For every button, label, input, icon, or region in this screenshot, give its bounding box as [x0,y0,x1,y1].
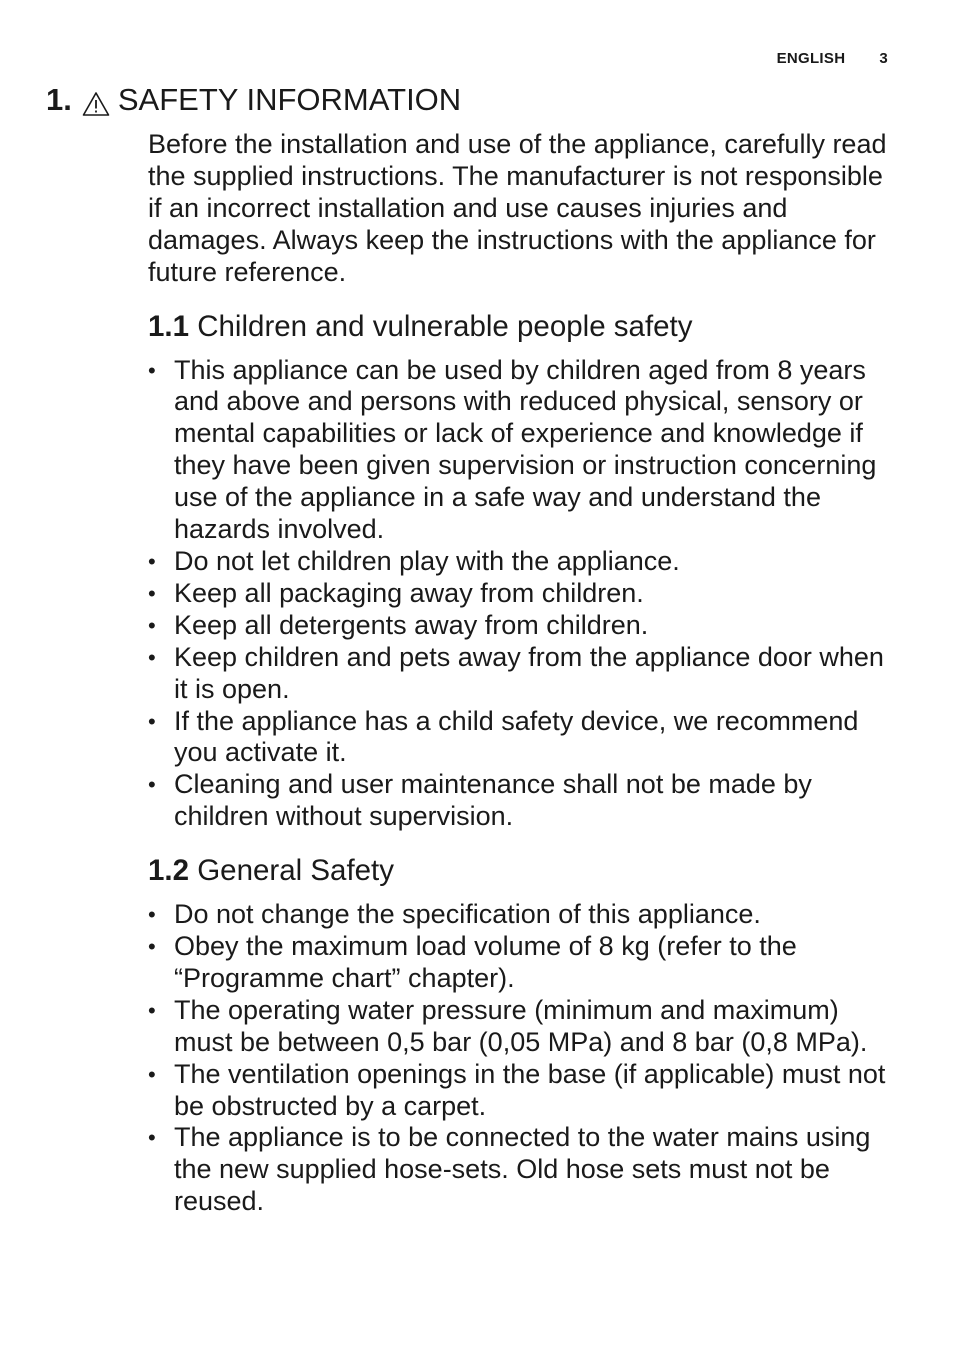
subsection-title: Children and vulnerable people safety [197,309,693,343]
subsection-heading-children [148,309,888,345]
subsection-heading-general [148,853,888,889]
intro-paragraph: Before the installation and use of the appliance, carefully read the supplied instructions. The manufacturer is not responsible if an incorrect installation and use causes injuries and damages. Always keep the instructions with the appliance for future reference. [148,129,887,287]
section-number: 1. [46,82,72,117]
list-item: • Obey the maximum load volume of 8 kg (refer to the “Programme chart” chapter). [148,931,888,995]
list-item: • Keep all packaging away from children. [148,578,888,610]
section-title [46,80,461,120]
list-item: • Do not change the specification of this appliance. [148,899,888,931]
subsection-number: 1.1 [148,309,190,343]
list-item: • Do not let children play with the appliance. [148,546,888,578]
list-item: • The ventilation openings in the base (if applicable) must not be obstructed by a carpet. [148,1059,888,1123]
list-item: • If the appliance has a child safety device, we recommend you activate it. [148,706,888,770]
language-label: ENGLISH [776,50,846,67]
list-item: • This appliance can be used by children aged from 8 years and above and persons with reduced physical, sensory or mental capabilities or lack of experience and knowledge if they have been given supervision or instruction concerning use of the appliance in a safe way and understand the hazards involved. [148,355,888,546]
subsection-number: 1.2 [148,854,190,888]
running-header [777,50,888,67]
warning-triangle-icon [82,87,110,113]
list-item: • Keep all detergents away from children. [148,610,888,642]
children-safety-list [148,355,888,834]
subsection-title: General Safety [197,854,394,888]
section-title-text: SAFETY INFORMATION [117,82,462,117]
list-item: • The appliance is to be connected to the water mains using the new supplied hose-sets. Old hose sets must not be reused. [148,1122,888,1218]
content [148,129,888,1218]
list-item: • The operating water pressure (minimum and maximum) must be between 0,5 bar (0,05 MPa) and 8 bar (0,8 MPa). [148,995,888,1059]
page-number: 3 [879,50,888,67]
general-safety-list [148,899,888,1218]
list-item: • Keep children and pets away from the appliance door when it is open. [148,642,888,706]
list-item: • Cleaning and user maintenance shall not be made by children without supervision. [148,769,888,833]
